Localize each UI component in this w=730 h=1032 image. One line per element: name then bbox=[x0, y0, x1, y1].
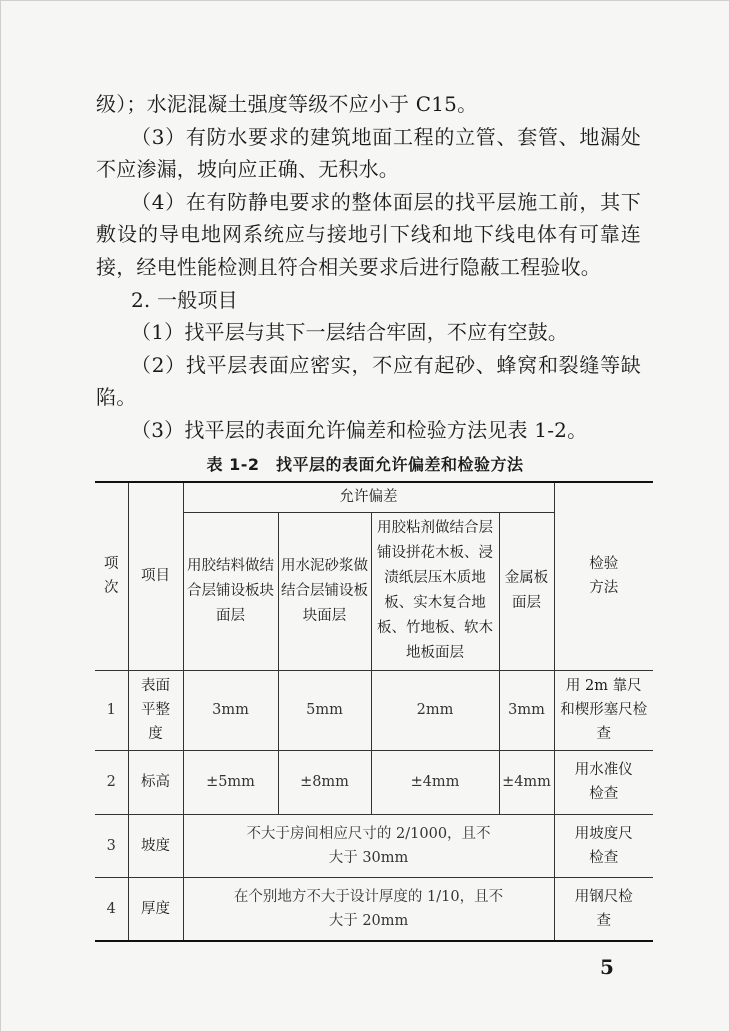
row-method: 用坡度尺检查 bbox=[554, 814, 653, 877]
row-value: ±4mm bbox=[371, 750, 499, 814]
row-seq: 4 bbox=[95, 877, 128, 941]
tolerance-table bbox=[95, 481, 653, 942]
row-method: 用水准仪检查 bbox=[554, 750, 653, 814]
table-row bbox=[95, 877, 653, 941]
row-method: 用 2m 靠尺和楔形塞尺检查 bbox=[554, 670, 653, 750]
header-item: 项目 bbox=[128, 482, 183, 670]
row-item: 标高 bbox=[128, 750, 183, 814]
row-value: 3mm bbox=[499, 670, 554, 750]
row-merged-value: 不大于房间相应尺寸的 2/1000，且不大于 30mm bbox=[183, 814, 554, 877]
header-tolerance: 允许偏差 bbox=[183, 482, 554, 512]
row-item: 坡度 bbox=[128, 814, 183, 877]
row-method: 用钢尺检查 bbox=[554, 877, 653, 941]
header-method: 检验方法 bbox=[554, 482, 653, 670]
paragraph-item-4: （4）在有防静电要求的整体面层的找平层施工前，其下敷设的导电地网系统应与接地引下线和地下线电体有可靠连接，经电性能检测且符合相关要求后进行隐蔽工程验收。 bbox=[96, 189, 641, 279]
header-col-mortar-block: 用水泥砂浆做结合层铺设板块面层 bbox=[278, 512, 371, 670]
row-value: ±8mm bbox=[278, 750, 371, 814]
paragraph-general-1: （1）找平层与其下一层结合牢固，不应有空鼓。 bbox=[131, 320, 569, 345]
paragraph-general-2: （2）找平层表面应密实，不应有起砂、蜂窝和裂缝等缺陷。 bbox=[96, 352, 641, 410]
header-col-glue-wood: 用胶粘剂做结合层铺设拼花木板、浸渍纸层压木质地板、实木复合地板、竹地板、软木地板面层 bbox=[371, 512, 499, 670]
paragraph-item-3: （3）有防水要求的建筑地面工程的立管、套管、地漏处不应渗漏，坡向应正确、无积水。 bbox=[96, 124, 641, 182]
row-seq: 2 bbox=[95, 750, 128, 814]
section-heading-general: 2. 一般项目 bbox=[131, 287, 238, 312]
paragraph-continuation: 级）；水泥混凝土强度等级不应小于 C15。 bbox=[96, 92, 478, 116]
header-row-1 bbox=[95, 482, 653, 512]
table-caption: 表 1-2 找平层的表面允许偏差和检验方法 bbox=[206, 455, 524, 474]
row-value: ±4mm bbox=[499, 750, 554, 814]
header-col-adhesive-block: 用胶结料做结合层铺设板块面层 bbox=[183, 512, 278, 670]
row-item: 厚度 bbox=[128, 877, 183, 941]
row-merged-value: 在个别地方不大于设计厚度的 1/10，且不大于 20mm bbox=[183, 877, 554, 941]
body-text bbox=[96, 88, 641, 447]
row-item: 表面平整度 bbox=[128, 670, 183, 750]
table-row bbox=[95, 814, 653, 877]
header-seq: 项次 bbox=[95, 482, 128, 670]
row-seq: 3 bbox=[95, 814, 128, 877]
row-value: ±5mm bbox=[183, 750, 278, 814]
header-col-metal: 金属板面层 bbox=[499, 512, 554, 670]
row-seq: 1 bbox=[95, 670, 128, 750]
row-value: 3mm bbox=[183, 670, 278, 750]
paragraph-general-3: （3）找平层的表面允许偏差和检验方法见表 1-2。 bbox=[131, 417, 588, 442]
table-row bbox=[95, 670, 653, 750]
table-row bbox=[95, 750, 653, 814]
row-value: 5mm bbox=[278, 670, 371, 750]
page-number: 5 bbox=[600, 955, 614, 979]
row-value: 2mm bbox=[371, 670, 499, 750]
